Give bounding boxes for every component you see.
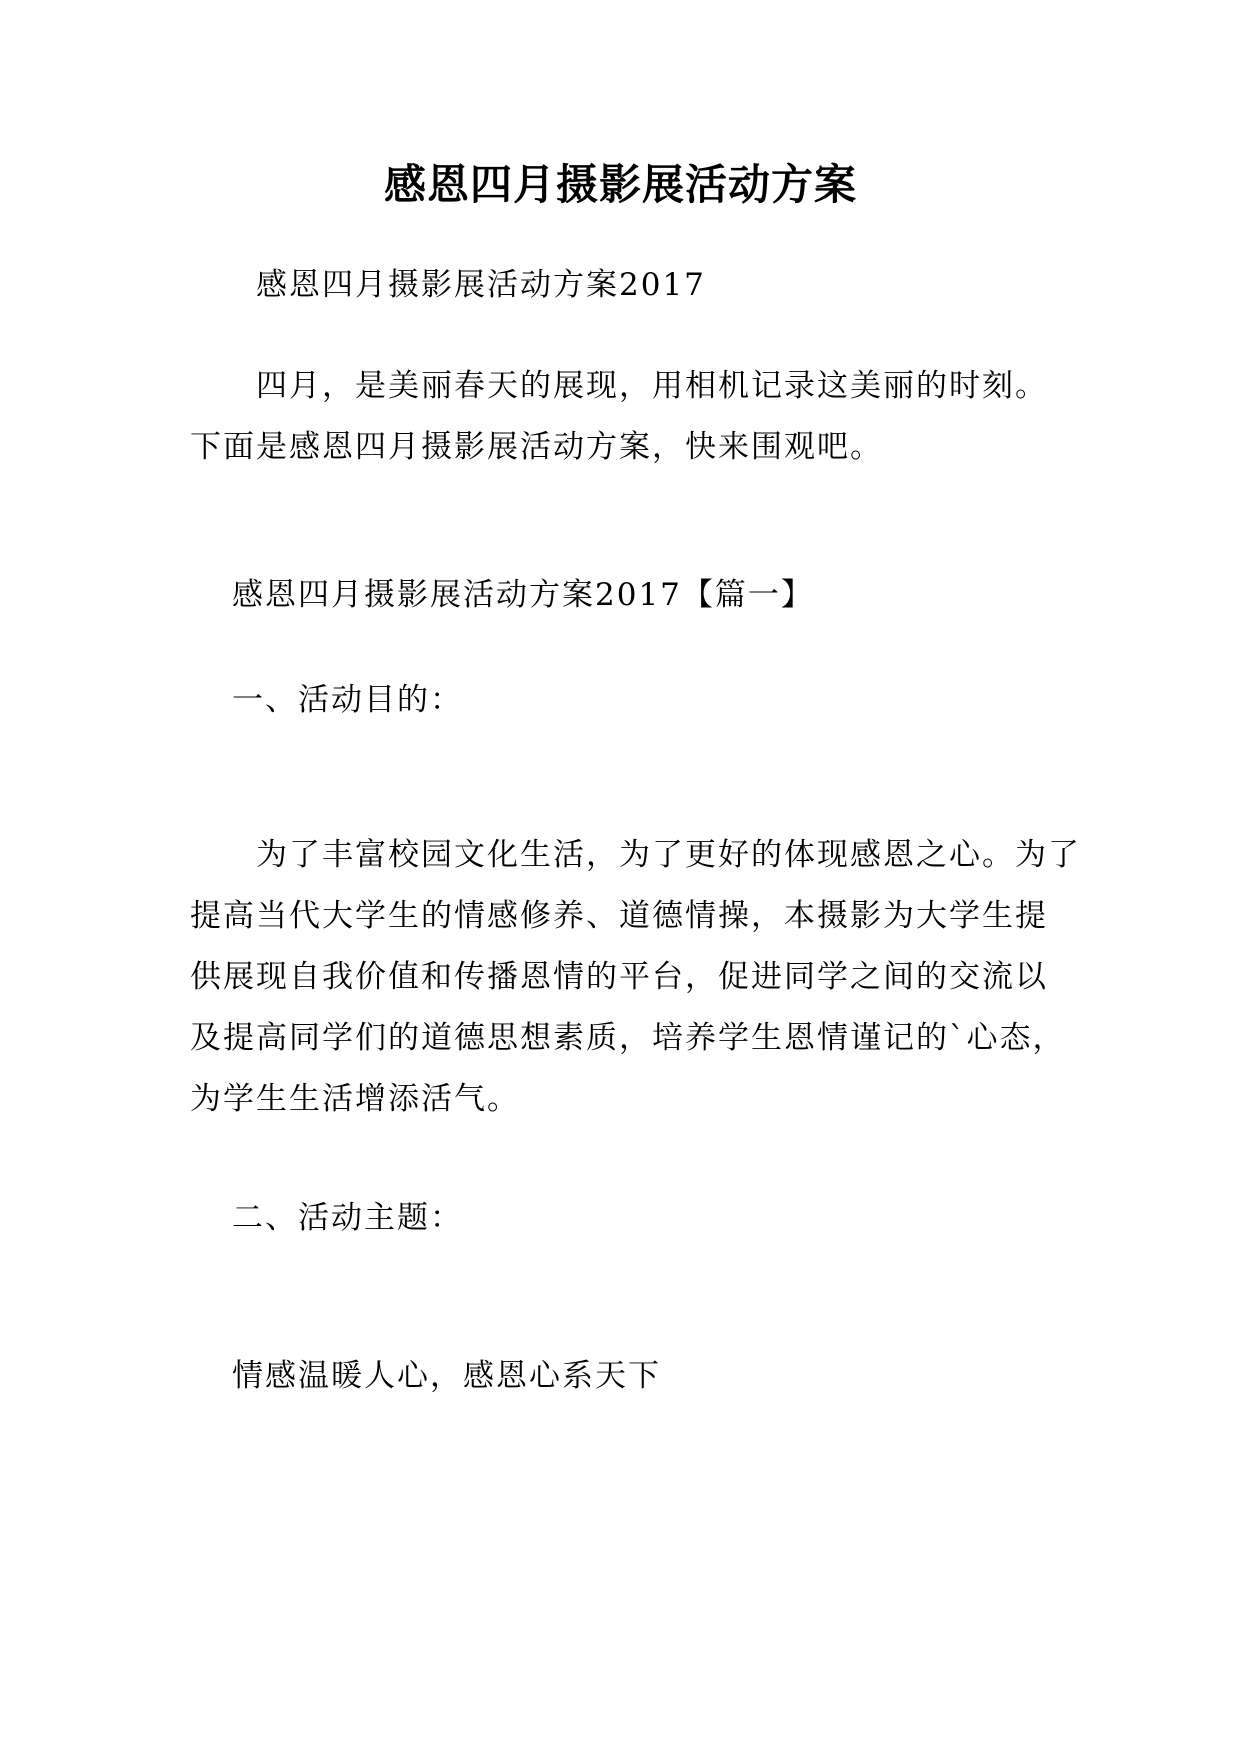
- purpose-line: 提高当代大学生的情感修养、道德情操，本摄影为大学生提: [190, 898, 1048, 934]
- intro-line: 四月，是美丽春天的展现，用相机记录这美丽的时刻。: [190, 368, 1048, 404]
- theme-text: 情感温暖人心，感恩心系天下: [232, 1358, 661, 1394]
- purpose-heading: 一、活动目的：: [232, 682, 463, 718]
- purpose-line: 及提高同学们的道德思想素质，培养学生恩情谨记的`心态，: [190, 1020, 1066, 1056]
- intro-paragraph: [190, 356, 1070, 478]
- document-subtitle: 感恩四月摄影展活动方案2017: [256, 267, 706, 303]
- section-heading: 感恩四月摄影展活动方案2017【篇一】: [232, 577, 814, 613]
- purpose-line: 为了丰富校园文化生活，为了更好的体现感恩之心。为了: [190, 837, 1081, 873]
- theme-heading: 二、活动主题：: [232, 1200, 463, 1236]
- intro-line: 下面是感恩四月摄影展活动方案，快来围观吧。: [190, 429, 883, 465]
- purpose-paragraph: [190, 825, 1081, 1130]
- document-title: 感恩四月摄影展活动方案: [383, 160, 857, 209]
- purpose-line: 供展现自我价值和传播恩情的平台，促进同学之间的交流以: [190, 959, 1048, 995]
- purpose-line: 为学生生活增添活气。: [190, 1081, 520, 1117]
